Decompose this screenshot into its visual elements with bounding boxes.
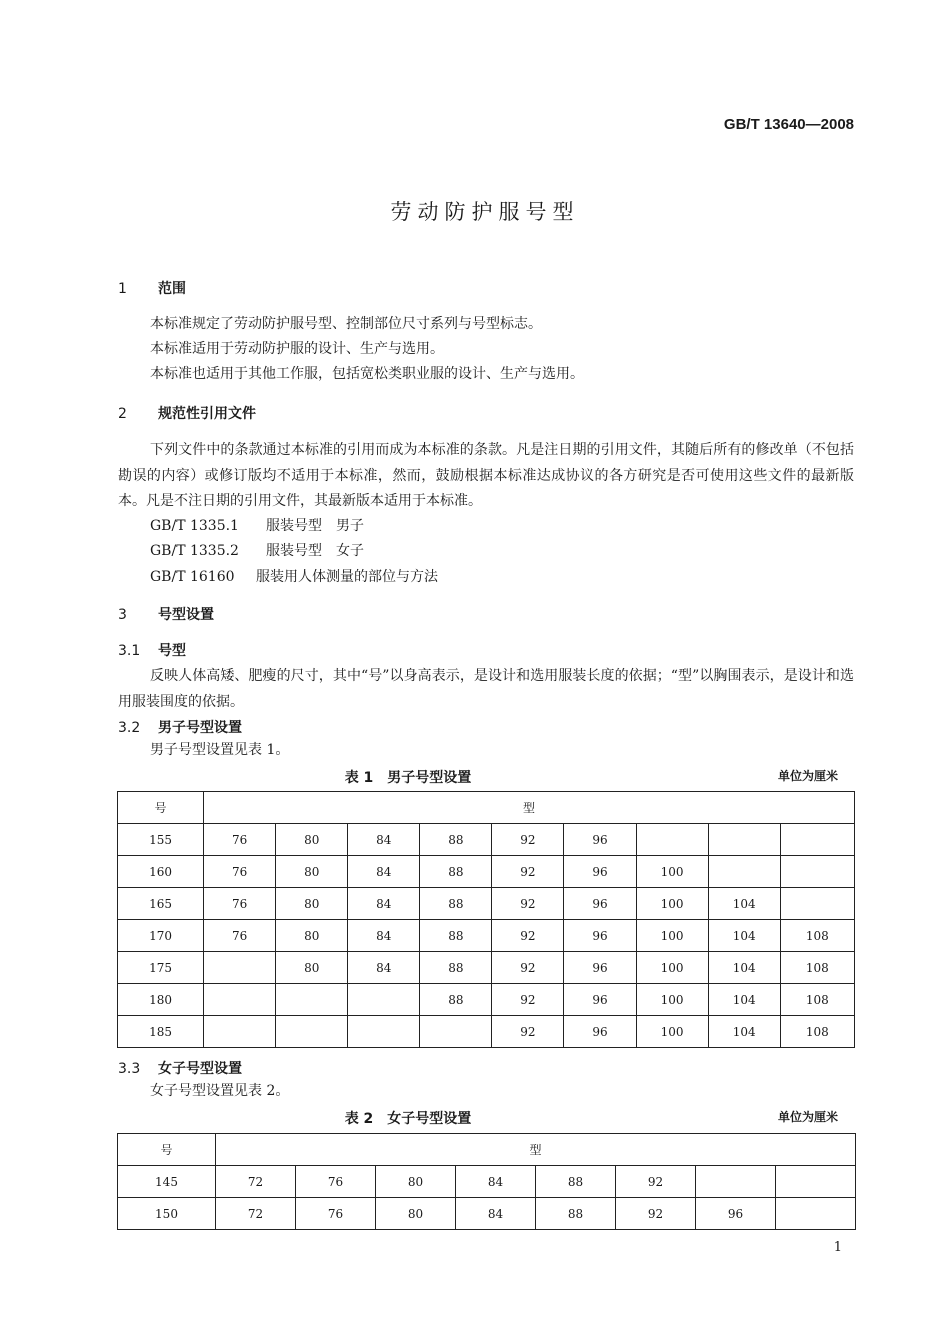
cell-xing: 96 <box>564 952 636 984</box>
page-number: 1 <box>833 1240 842 1255</box>
cell-xing: 88 <box>420 920 492 952</box>
cell-xing: 92 <box>492 856 564 888</box>
cell-xing: 80 <box>276 920 348 952</box>
cell-xing: 92 <box>616 1166 696 1198</box>
cell-xing: 96 <box>564 984 636 1016</box>
reference-item <box>150 540 364 560</box>
table-row <box>118 1166 856 1198</box>
cell-xing: 92 <box>492 888 564 920</box>
cell-xing <box>636 824 708 856</box>
reference-name: 服装用人体测量的部位与方法 <box>256 569 438 585</box>
table-2 <box>117 1133 856 1230</box>
cell-xing: 104 <box>708 888 780 920</box>
table-row <box>118 920 855 952</box>
section-number: 3.1 <box>118 643 141 659</box>
cell-xing: 92 <box>492 984 564 1016</box>
header-xing: 型 <box>216 1134 856 1166</box>
cell-xing: 76 <box>204 888 276 920</box>
cell-xing: 76 <box>296 1198 376 1230</box>
table-unit: 单位为厘米 <box>777 769 838 783</box>
table-header-row <box>118 792 855 824</box>
cell-hao: 170 <box>118 920 204 952</box>
cell-xing <box>204 1016 276 1048</box>
document-title: 劳动防护服号型 <box>390 200 580 224</box>
cell-xing: 104 <box>708 952 780 984</box>
section-2-heading <box>118 403 256 423</box>
cell-xing: 96 <box>564 888 636 920</box>
cell-hao: 175 <box>118 952 204 984</box>
cell-xing: 80 <box>276 952 348 984</box>
cell-xing: 88 <box>420 824 492 856</box>
paragraph: 反映人体高矮、肥瘦的尺寸，其中“号”以身高表示，是设计和选用服装长度的依据；“型”以胸围表示，是设计和选用服装围度的依据。 <box>118 668 854 710</box>
paragraph: 本标准规定了劳动防护服号型、控制部位尺寸系列与号型标志。 <box>150 316 542 332</box>
paragraph: 男子号型设置见表 1。 <box>150 742 290 758</box>
cell-xing: 100 <box>636 1016 708 1048</box>
table-caption: 表 2 女子号型设置 <box>344 1111 472 1127</box>
table-1-caption-row <box>118 767 854 787</box>
paragraph: 本标准适用于劳动防护服的设计、生产与选用。 <box>150 341 444 357</box>
reference-item <box>150 515 364 535</box>
section-1-heading <box>118 278 186 298</box>
cell-xing: 84 <box>348 952 420 984</box>
cell-xing: 84 <box>348 824 420 856</box>
cell-xing: 108 <box>780 1016 854 1048</box>
section-3-3-heading <box>118 1058 242 1078</box>
section-title: 女子号型设置 <box>158 1061 242 1077</box>
table-row <box>118 984 855 1016</box>
cell-xing: 72 <box>216 1166 296 1198</box>
table-caption: 表 1 男子号型设置 <box>344 770 472 786</box>
paragraph: 女子号型设置见表 2。 <box>150 1083 290 1099</box>
cell-xing: 96 <box>564 1016 636 1048</box>
cell-xing: 80 <box>276 888 348 920</box>
table-row <box>118 952 855 984</box>
cell-hao: 180 <box>118 984 204 1016</box>
standard-number: GB/T 13640—2008 <box>723 116 854 133</box>
cell-xing <box>204 952 276 984</box>
cell-xing: 84 <box>348 888 420 920</box>
cell-xing: 100 <box>636 984 708 1016</box>
cell-xing: 88 <box>420 952 492 984</box>
table-2-caption-row <box>118 1108 854 1128</box>
cell-hao: 155 <box>118 824 204 856</box>
cell-xing: 80 <box>276 824 348 856</box>
cell-xing: 88 <box>536 1166 616 1198</box>
cell-xing: 76 <box>204 856 276 888</box>
cell-xing: 108 <box>780 952 854 984</box>
cell-xing <box>708 856 780 888</box>
section-title: 男子号型设置 <box>158 720 242 736</box>
reference-name: 服装号型 女子 <box>266 543 364 559</box>
cell-xing <box>780 888 854 920</box>
cell-xing: 92 <box>492 1016 564 1048</box>
paragraph: 本标准也适用于其他工作服，包括宽松类职业服的设计、生产与选用。 <box>150 366 584 382</box>
cell-xing: 104 <box>708 984 780 1016</box>
cell-hao: 145 <box>118 1166 216 1198</box>
table-row <box>118 856 855 888</box>
header-hao: 号 <box>118 1134 216 1166</box>
cell-xing: 108 <box>780 984 854 1016</box>
cell-xing: 80 <box>276 856 348 888</box>
section-title: 号型设置 <box>158 607 214 623</box>
cell-hao: 165 <box>118 888 204 920</box>
cell-xing: 100 <box>636 856 708 888</box>
cell-xing: 96 <box>564 920 636 952</box>
cell-xing: 76 <box>296 1166 376 1198</box>
cell-hao: 160 <box>118 856 204 888</box>
cell-xing: 96 <box>564 824 636 856</box>
section-number: 2 <box>118 406 127 422</box>
reference-code: GB/T 1335.1 <box>150 518 239 534</box>
section-number: 3 <box>118 607 127 623</box>
cell-xing <box>276 984 348 1016</box>
reference-name: 服装号型 男子 <box>266 518 364 534</box>
cell-xing <box>780 856 854 888</box>
cell-xing: 100 <box>636 920 708 952</box>
reference-item <box>150 566 438 586</box>
cell-xing: 72 <box>216 1198 296 1230</box>
reference-code: GB/T 16160 <box>150 569 235 585</box>
section-3-2-heading <box>118 717 242 737</box>
table-unit: 单位为厘米 <box>777 1110 838 1124</box>
cell-xing <box>696 1166 776 1198</box>
section-number: 1 <box>118 281 127 297</box>
section-number: 3.3 <box>118 1061 141 1077</box>
section-title: 号型 <box>158 643 186 659</box>
cell-hao: 185 <box>118 1016 204 1048</box>
cell-xing: 96 <box>564 856 636 888</box>
cell-xing: 108 <box>780 920 854 952</box>
cell-xing: 76 <box>204 920 276 952</box>
header-xing: 型 <box>204 792 855 824</box>
cell-xing: 76 <box>204 824 276 856</box>
cell-xing <box>348 1016 420 1048</box>
cell-xing: 84 <box>348 856 420 888</box>
cell-xing: 92 <box>492 920 564 952</box>
cell-xing <box>348 984 420 1016</box>
cell-xing: 92 <box>616 1198 696 1230</box>
table-row <box>118 888 855 920</box>
cell-xing: 84 <box>456 1198 536 1230</box>
cell-xing: 100 <box>636 888 708 920</box>
cell-xing <box>276 1016 348 1048</box>
cell-xing <box>420 1016 492 1048</box>
cell-xing: 88 <box>420 856 492 888</box>
cell-xing: 84 <box>456 1166 536 1198</box>
table-1 <box>117 791 855 1048</box>
cell-xing: 88 <box>420 888 492 920</box>
cell-xing: 88 <box>420 984 492 1016</box>
cell-xing <box>776 1166 856 1198</box>
cell-xing: 80 <box>376 1198 456 1230</box>
header-hao: 号 <box>118 792 204 824</box>
section-number: 3.2 <box>118 720 141 736</box>
section-3-heading <box>118 604 214 624</box>
cell-xing: 104 <box>708 1016 780 1048</box>
cell-xing: 92 <box>492 952 564 984</box>
reference-code: GB/T 1335.2 <box>150 543 239 559</box>
table-row <box>118 1198 856 1230</box>
cell-xing: 84 <box>348 920 420 952</box>
cell-xing: 92 <box>492 824 564 856</box>
cell-xing: 104 <box>708 920 780 952</box>
cell-hao: 150 <box>118 1198 216 1230</box>
cell-xing: 80 <box>376 1166 456 1198</box>
cell-xing: 88 <box>536 1198 616 1230</box>
section-3-1-heading <box>118 640 186 660</box>
cell-xing: 100 <box>636 952 708 984</box>
cell-xing <box>708 824 780 856</box>
paragraph: 下列文件中的条款通过本标准的引用而成为本标准的条款。凡是注日期的引用文件，其随后所有的修改单（不包括勘误的内容）或修订版均不适用于本标准，然而，鼓励根据本标准达成协议的各方研究是否可使用这些文件的最新版本。凡是不注日期的引用文件，其最新版本适用于本标准。 <box>118 442 854 509</box>
table-row <box>118 1016 855 1048</box>
cell-xing: 96 <box>696 1198 776 1230</box>
cell-xing <box>780 824 854 856</box>
table-row <box>118 824 855 856</box>
cell-xing <box>776 1198 856 1230</box>
section-title: 规范性引用文件 <box>158 406 256 422</box>
cell-xing <box>204 984 276 1016</box>
table-header-row <box>118 1134 856 1166</box>
section-title: 范围 <box>158 281 186 297</box>
